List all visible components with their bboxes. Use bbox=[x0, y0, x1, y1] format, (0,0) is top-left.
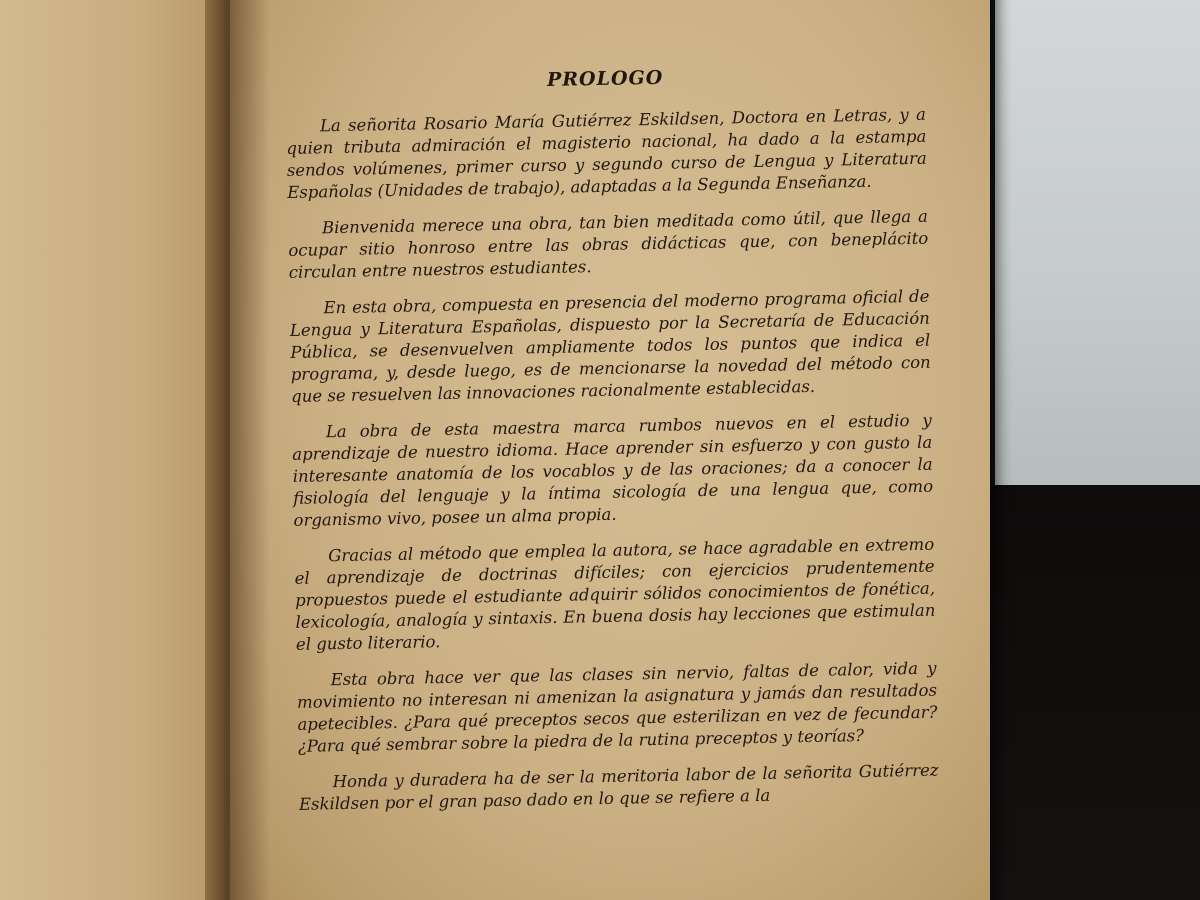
paragraph-4: La obra de esta maestra marca rumbos nuevos en el estudio y aprendizaje de nuestro idioma. Hace aprender sin esfuerzo y con gusto la interesante anatomía de los vocablos y de las oraciones; da a conocer la fisiología del lenguaje y la íntima sicología de una lengua que, como organismo vivo, posee un alma propia. bbox=[292, 410, 934, 530]
paragraph-5: Gracias al método que emplea la autora, se hace agradable en extremo el aprendizaje de doctrinas difíciles; con ejercicios prudentemente propuestos puede el estudiante adquirir sólidos conocimientos de fonética, lexicología, analogía y sintaxis. En buena dosis hay lecciones que estimulan el gusto literario. bbox=[294, 534, 936, 654]
background-shadow bbox=[965, 485, 1200, 900]
paragraph-6: Esta obra hace ver que las clases sin nervio, faltas de calor, vida y movimiento no interesan ni amenizan la asignatura y jamás dan resultados apetecibles. ¿Para qué preceptos secos que esterilizan en vez de fecundar? ¿Para qué sembrar sobre la piedra de la rutina preceptos y teorías? bbox=[296, 658, 938, 756]
background-wall bbox=[995, 0, 1200, 485]
page-text-block bbox=[285, 62, 939, 816]
paragraph-1: La señorita Rosario María Gutiérrez Eskildsen, Doctora en Letras, y a quien tributa admiración el magisterio nacional, ha dado a la estampa sendos volúmenes, primer curso y segundo curso de Lengua y Literatura Españolas (Unidades de trabajo), adaptadas a la Segunda Enseñanza. bbox=[286, 104, 927, 202]
paragraph-3: En esta obra, compuesta en presencia del moderno programa oficial de Lengua y Literatura Españolas, dispuesto por la Secretaría de Educación Pública, se desenvuelven ampliamente todos los puntos que indica el programa, y, desde luego, es de mencionarse la novedad del método con que se resuelven las innovaciones racionalmente establecidas. bbox=[289, 286, 931, 406]
paragraph-7: Honda y duradera ha de ser la meritoria labor de la señorita Gutiérrez Eskildsen por el gran paso dado en lo que se refiere a la bbox=[298, 760, 939, 814]
page-title: PROLOGO bbox=[546, 66, 664, 91]
paragraph-2: Bienvenida merece una obra, tan bien meditada como útil, que llega a ocupar sitio honroso entre las obras didácticas que, con beneplácito circulan entre nuestros estudiantes. bbox=[288, 206, 929, 282]
